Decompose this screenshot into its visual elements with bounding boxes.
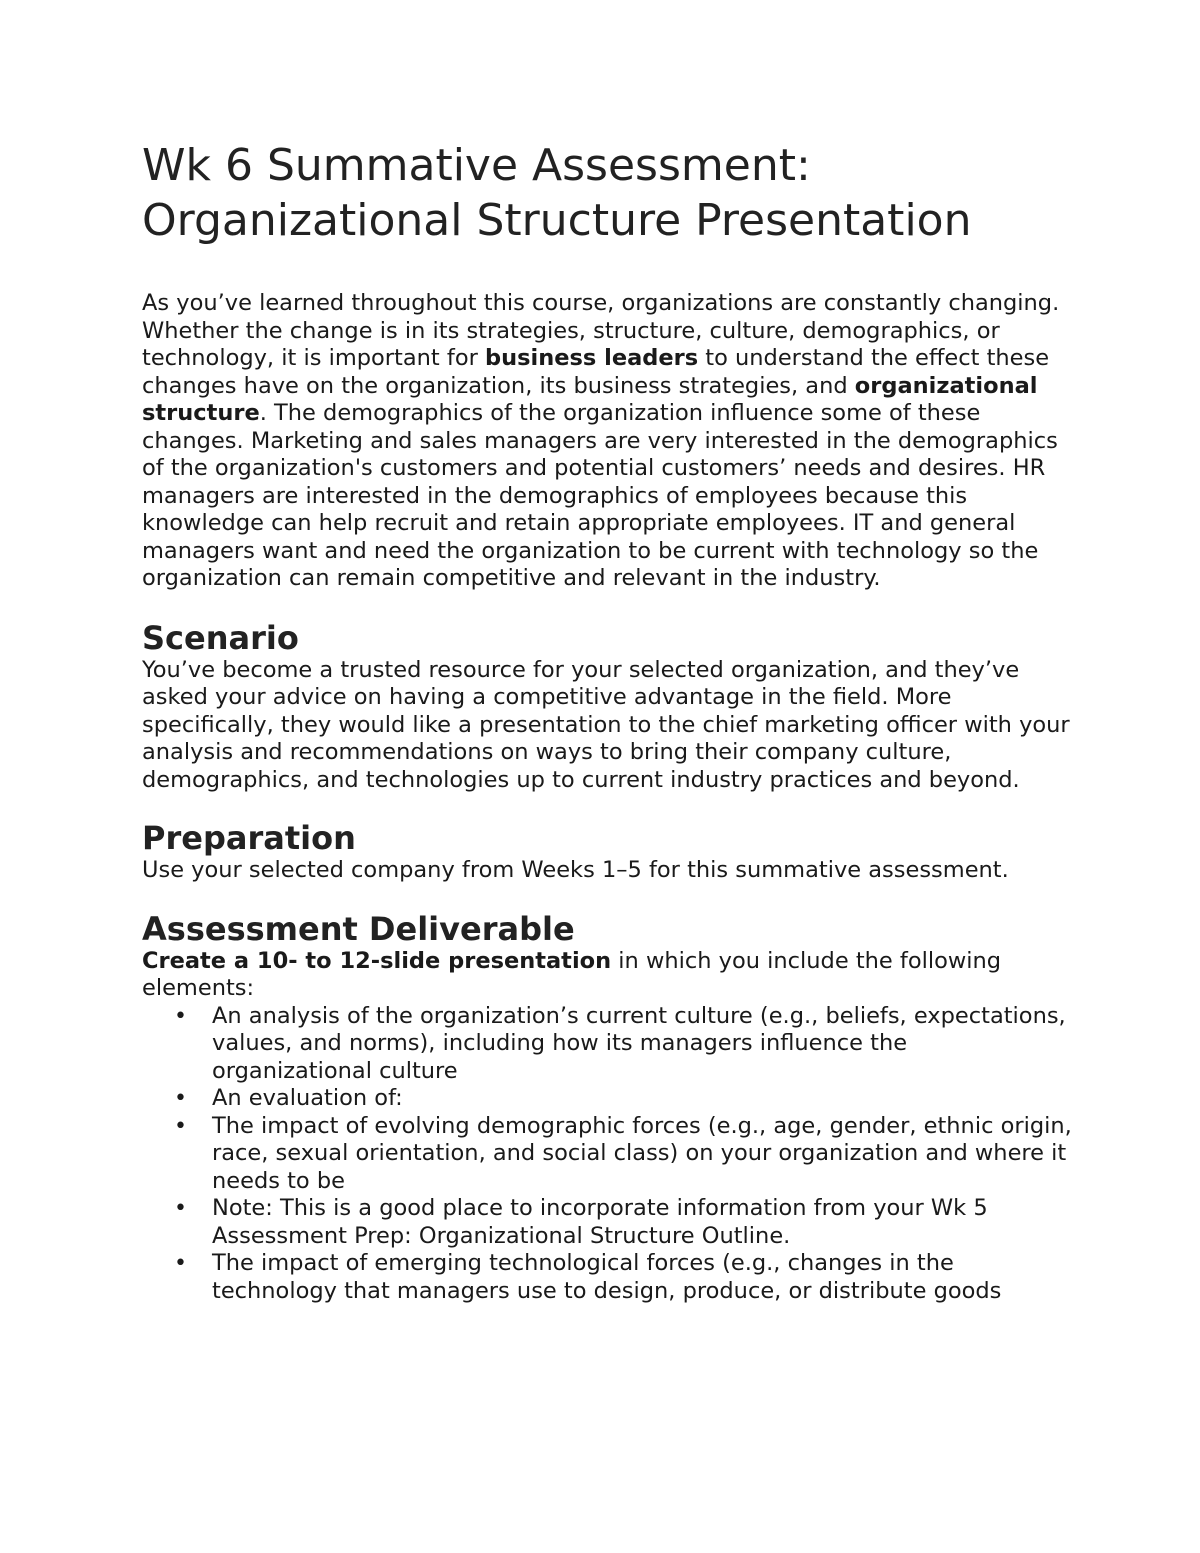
list-item — [142, 1195, 1072, 1250]
page-title — [142, 138, 1072, 248]
list-item-text: The impact of emerging technological forces (e.g., changes in the technology that managers use to design, produce, or distribute goods — [212, 1250, 1002, 1304]
bullet-icon: • — [174, 1003, 187, 1029]
list-item-text: An analysis of the organization’s current culture (e.g., beliefs, expectations, values, and norms), including how its managers influence the organizational culture — [212, 1002, 1066, 1084]
bullet-icon: • — [174, 1251, 187, 1276]
list-item — [142, 1085, 1072, 1113]
scenario-heading: Scenario — [142, 618, 299, 657]
deliverable-lead — [142, 948, 1072, 1003]
deliverable-lead-bold: Create a 10- to 12-slide presentation — [142, 947, 612, 974]
intro-text-1: As you’ve learned throughout this course, organizations are constantly changing. Whether the change is in its strategies, structure, culture, demographics, or technology, it is important for — [142, 290, 1060, 371]
deliverable-section — [142, 910, 1072, 1306]
preparation-text: Use your selected company from Weeks 1–5 for this summative assessment. — [142, 857, 1009, 883]
list-item-text: The impact of evolving demographic forces (e.g., age, gender, ethnic origin, race, sexual orientation, and social class) on your organization and where it needs to be — [212, 1112, 1072, 1194]
deliverable-lead-rest: in which you include the following elements: — [142, 947, 1002, 1001]
scenario-text: You’ve become a trusted resource for your selected organization, and they’ve asked your advice on having a competitive advantage in the field. More specifically, they would like a presentation to the chief marketing officer with your analysis and recommendations on ways to bring their company culture, demographics, and technologies up to current industry practices and beyond. — [142, 656, 1070, 793]
intro-paragraph — [142, 290, 1072, 593]
deliverable-elements-list — [142, 1003, 1072, 1306]
intro-text-3: . The demographics of the organization influence some of these changes. Marketing and sales managers are very interested in the demographics of the organization's customers and potential customers’ needs and desires. HR managers are interested in the demographics of employees because this knowledge can help recruit and retain appropriate employees. IT and general managers want and need the organization to be current with technology so the organization can remain competitive and relevant in the industry. — [142, 400, 1058, 591]
intro-bold-organizational-structure: organizational structure — [142, 372, 1038, 426]
preparation-heading: Preparation — [142, 819, 356, 857]
deliverable-heading: Assessment Deliverable — [142, 909, 575, 948]
bullet-icon: • — [174, 1196, 187, 1221]
list-item — [142, 1003, 1072, 1086]
bullet-icon: • — [174, 1113, 187, 1139]
scenario-section — [142, 619, 1072, 795]
list-item — [142, 1250, 1072, 1305]
page-title-line-2: Organizational Structure Presentation — [142, 195, 972, 246]
page-title-line-1: Wk 6 Summative Assessment: — [142, 140, 811, 191]
intro-bold-business-leaders: business leaders — [485, 345, 699, 371]
list-item — [142, 1113, 1072, 1196]
list-item-text: An evaluation of: — [212, 1085, 403, 1111]
intro-text-2: to understand the effect these changes have on the organization, its business strategies, and — [142, 345, 1050, 399]
preparation-section — [142, 819, 1072, 885]
document-page — [142, 138, 1072, 1330]
list-item-text: Note: This is a good place to incorporate information from your Wk 5 Assessment Prep: Organizational Structure Outline. — [212, 1195, 988, 1249]
bullet-icon: • — [174, 1086, 187, 1111]
